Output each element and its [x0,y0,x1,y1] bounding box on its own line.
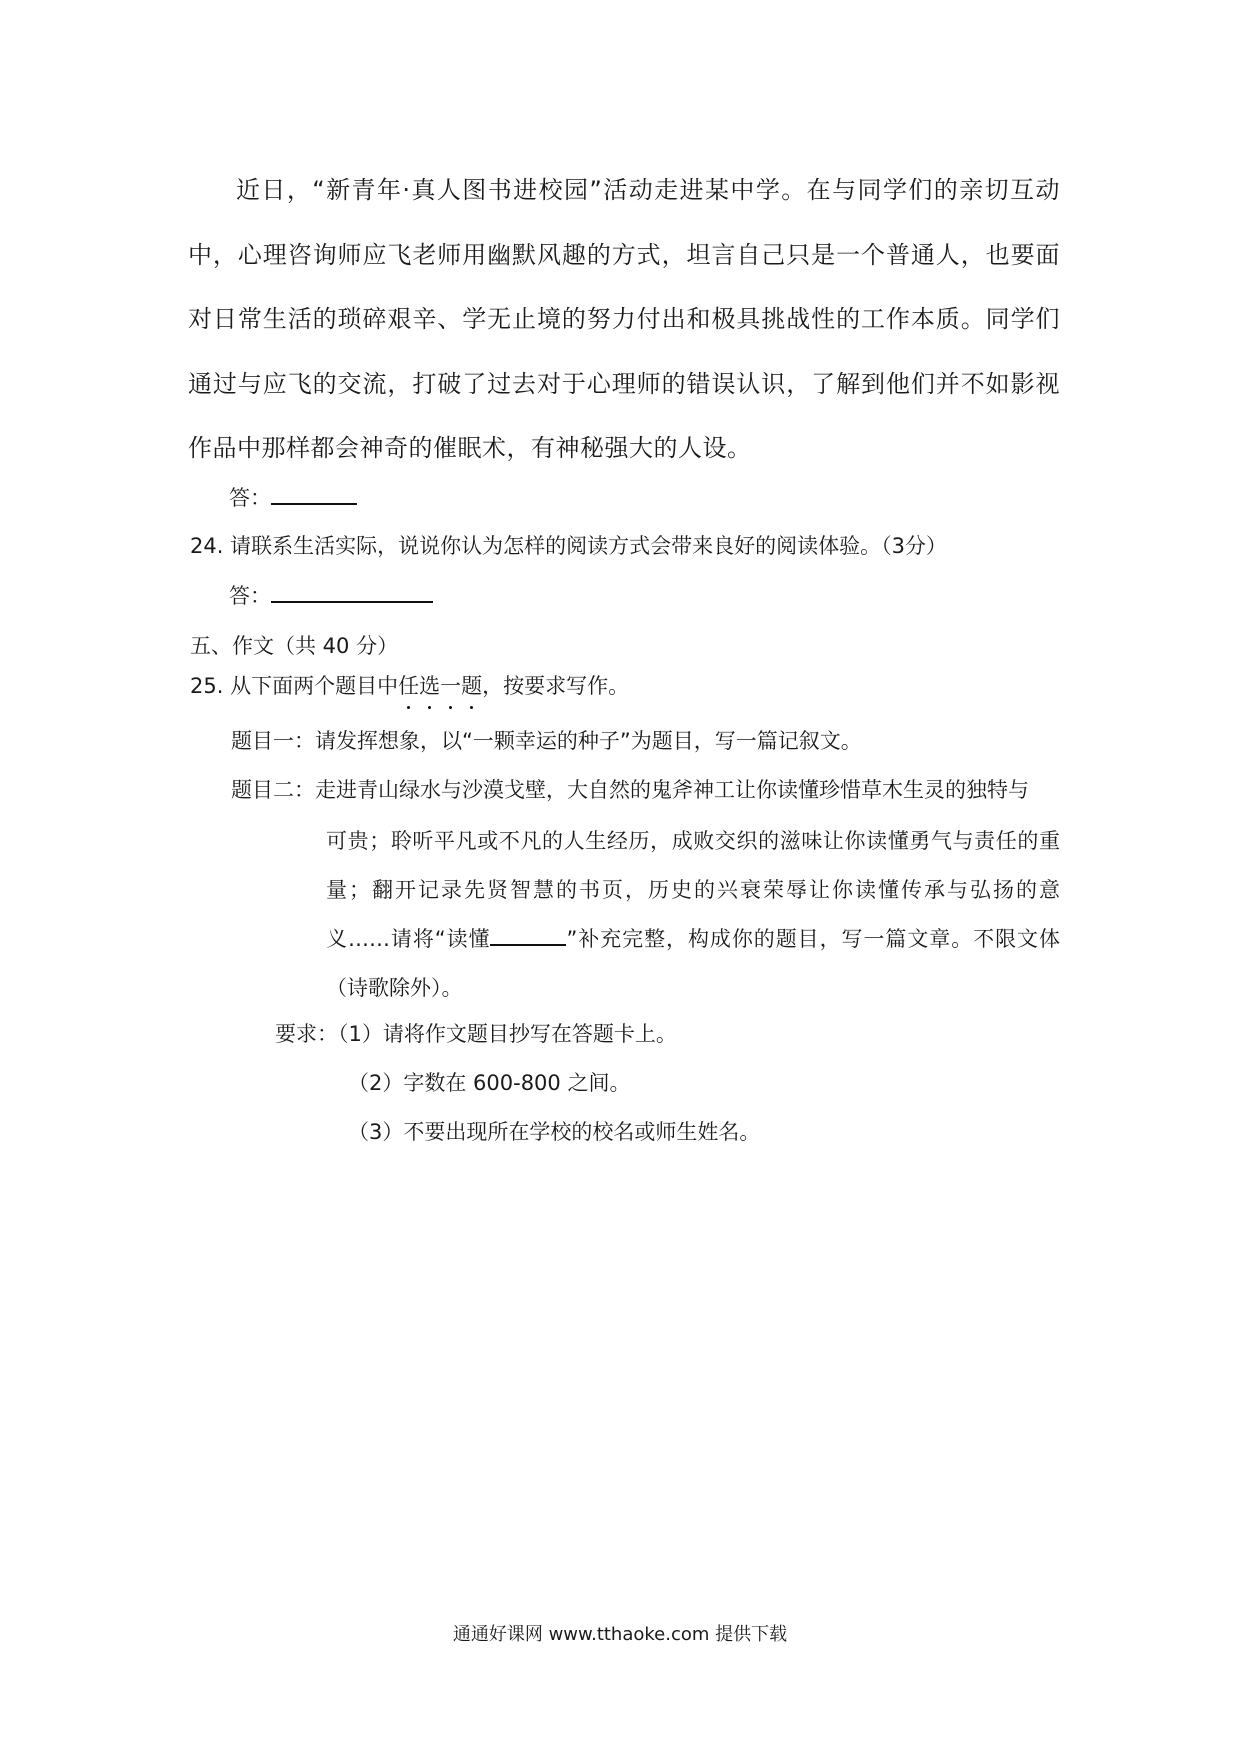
topic-two-body [326,817,1060,1013]
question-25-suffix: ，按要求写作。 [482,674,630,698]
answer-blank [271,600,433,603]
answer-blank [271,502,357,505]
requirement-item: （1）请将作文题目抄写在答题卡上。 [338,1022,677,1046]
answer-label: 答： [229,486,271,510]
emphasis-char: 任 [398,670,419,700]
emphasis-char: 题 [461,670,482,700]
question-25-prefix: 25. 从下面两个题目中 [190,674,399,698]
topic-one: 题目一：请发挥想象，以“一颗幸运的种子”为题目，写一篇记叙文。 [231,729,862,753]
emphasis-char: 一 [440,670,461,700]
requirement-item: （2）字数在 600-800 之间。 [348,1071,631,1095]
answer-line-24 [229,580,433,610]
answer-line-23 [229,482,357,512]
page-footer: 通通好课网 www.tthaoke.com 提供下载 [452,1624,788,1645]
emphasis-char: 选 [419,670,440,700]
question-24: 24. 请联系生活实际，说说你认为怎样的阅读方式会带来良好的阅读体验。（3分） [190,534,947,558]
topic-two-line1: 走进青山绿水与沙漠戈壁，大自然的鬼斧神工让你读懂珍惜草木生灵的独特与 [315,778,1029,802]
question-25 [190,670,629,700]
title-blank [490,943,566,946]
topic-two-first-line [231,774,1029,804]
requirement-item: （3）不要出现所在学校的校名或师生姓名。 [348,1120,761,1144]
topic-two-body-after-blank: ”补充完整，构成你的题目，写一篇文章。不限文体（诗歌除外）。 [326,927,1060,1000]
requirements [275,1018,677,1048]
requirements-label: 要求： [275,1022,338,1046]
answer-label: 答： [229,584,271,608]
topic-two-body-before-blank: 可贵；聆听平凡或不凡的人生经历，成败交织的滋味让你读懂勇气与责任的重量；翻开记录先贤智慧的书页，历史的兴衰荣辱让你读懂传承与弘扬的意义……请将“读懂 [326,829,1060,951]
topic-two-label: 题目二： [231,778,315,802]
reading-passage: 近日，“新青年·真人图书进校园”活动走进某中学。在与同学们的亲切互动中，心理咨询师应飞老师用幽默风趣的方式，坦言自己只是一个普通人，也要面对日常生活的琐碎艰辛、学无止境的努力付出和极具挑战性的工作本质。同学们通过与应飞的交流，打破了过去对于心理师的错误认识，了解到他们并不如影视作品中那样都会神奇的催眠术，有神秘强大的人设。 [188,176,1060,462]
section-heading-composition: 五、作文（共 40 分） [190,634,399,658]
